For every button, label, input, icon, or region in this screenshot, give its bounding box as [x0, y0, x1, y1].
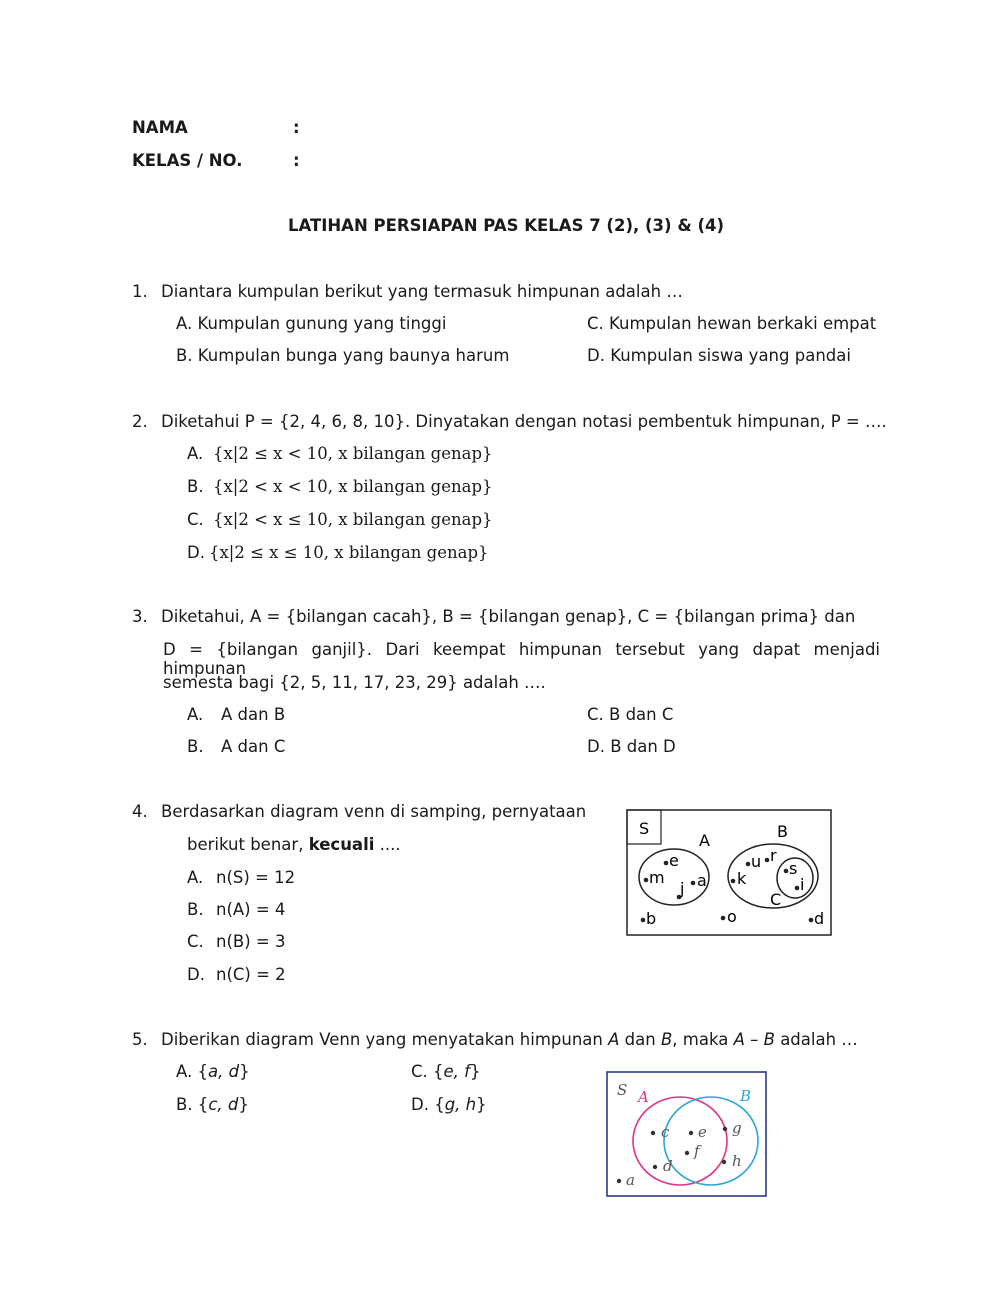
- q2-option-b-label: B.: [187, 477, 204, 496]
- q5-text: Diberikan diagram Venn yang menyatakan himpunan A dan B, maka A – B adalah …: [161, 1030, 858, 1049]
- q5-el-c: c: [661, 1123, 670, 1141]
- page-title: LATIHAN PERSIAPAN PAS KELAS 7 (2), (3) & (4): [287, 216, 725, 235]
- q4-line2: berikut benar, kecuali ....: [187, 835, 401, 854]
- q5-dot-e: [689, 1131, 693, 1135]
- q5-dot-d: [653, 1165, 657, 1169]
- q4-el-b: b: [646, 909, 657, 928]
- q4-number: 4.: [132, 802, 148, 821]
- q4-option-a-text: n(S) = 12: [216, 868, 296, 887]
- q5-dot-c: [651, 1131, 655, 1135]
- q4-dot-k: [731, 879, 736, 884]
- q2-number: 2.: [132, 412, 148, 431]
- q5-el-d: d: [663, 1157, 673, 1175]
- q4-el-j: j: [680, 879, 685, 898]
- q1-option-b: B. Kumpulan bunga yang baunya harum: [176, 346, 510, 365]
- q4-el-k: k: [737, 869, 747, 888]
- q5-option-a: A. {a, d}: [176, 1062, 250, 1081]
- q4-dot-o: [721, 916, 726, 921]
- q5-el-f: f: [694, 1142, 700, 1160]
- q5-dot-h: [722, 1160, 726, 1164]
- q3-option-a-text: A dan B: [221, 705, 286, 724]
- q5-option-d: D. {g, h}: [411, 1095, 487, 1114]
- q4-el-s: s: [789, 859, 798, 878]
- q4-venn-set-a-label: A: [699, 831, 710, 850]
- q2-option-c-expr: {x|2 < x ≤ 10, x bilangan genap}: [213, 510, 493, 529]
- q4-dot-e: [664, 861, 669, 866]
- q2-option-a-expr: {x|2 ≤ x < 10, x bilangan genap}: [213, 444, 493, 463]
- q5-dot-a: [617, 1179, 621, 1183]
- q5-venn-universe-label: S: [617, 1081, 628, 1099]
- q3-option-a-label: A.: [187, 705, 204, 724]
- q4-dot-s: [784, 869, 789, 874]
- q4-dot-r: [765, 858, 770, 863]
- q5-venn-set-a-label: A: [638, 1088, 649, 1106]
- q4-option-d-label: D.: [187, 965, 205, 984]
- q4-kecuali: kecuali: [308, 835, 375, 854]
- q2-option-c-label: C.: [187, 510, 204, 529]
- q4-line1: Berdasarkan diagram venn di samping, pernyataan: [161, 802, 587, 821]
- q5-el-h: h: [732, 1152, 742, 1170]
- kelas-colon: :: [293, 151, 300, 170]
- q4-el-i: i: [800, 875, 805, 894]
- q3-option-b-text: A dan C: [221, 737, 286, 756]
- q4-option-b-label: B.: [187, 900, 204, 919]
- q4-option-a-label: A.: [187, 868, 204, 887]
- q5-el-g: g: [732, 1119, 742, 1137]
- q5-number: 5.: [132, 1030, 148, 1049]
- q1-number: 1.: [132, 282, 148, 301]
- q1-option-a: A. Kumpulan gunung yang tinggi: [176, 314, 447, 333]
- q5-venn-set-b-label: B: [740, 1087, 752, 1105]
- q3-option-b-label: B.: [187, 737, 204, 756]
- q1-text: Diantara kumpulan berikut yang termasuk himpunan adalah …: [161, 282, 683, 301]
- q5-option-b: B. {c, d}: [176, 1095, 249, 1114]
- q3-number: 3.: [132, 607, 148, 626]
- q5-dot-g: [723, 1127, 727, 1131]
- q4-venn-universe-label: S: [639, 819, 650, 838]
- q4-el-m: m: [649, 868, 665, 887]
- q5-venn-diagram: [605, 1070, 770, 1200]
- q5-el-e: e: [698, 1123, 707, 1141]
- q3-line2: D = {bilangan ganjil}. Dari keempat himpunan tersebut yang dapat menjadi himpunan: [163, 640, 880, 678]
- q5-dot-f: [685, 1151, 689, 1155]
- q2-option-b-expr: {x|2 < x < 10, x bilangan genap}: [213, 477, 493, 496]
- q4-el-e: e: [669, 851, 679, 870]
- q4-dot-m: [644, 878, 649, 883]
- q4-el-a: a: [697, 871, 707, 890]
- q4-option-c-text: n(B) = 3: [216, 932, 286, 951]
- kelas-label: KELAS / NO.: [132, 151, 243, 170]
- nama-label: NAMA: [132, 118, 188, 137]
- q3-line1: Diketahui, A = {bilangan cacah}, B = {bilangan genap}, C = {bilangan prima} dan: [161, 607, 856, 626]
- q4-venn-set-c-label: C: [770, 890, 782, 909]
- q5-venn-set-a: [633, 1097, 727, 1185]
- q4-dot-b: [641, 918, 646, 923]
- q4-el-r: r: [770, 846, 777, 865]
- q4-dot-i: [795, 886, 800, 891]
- q4-venn-diagram: [625, 808, 835, 938]
- q1-option-d: D. Kumpulan siswa yang pandai: [587, 346, 851, 365]
- q5-venn-set-b: [664, 1097, 758, 1185]
- q1-option-c: C. Kumpulan hewan berkaki empat: [587, 314, 877, 333]
- q4-option-d-text: n(C) = 2: [216, 965, 286, 984]
- q3-option-d: D. B dan D: [587, 737, 676, 756]
- nama-colon: :: [293, 118, 300, 137]
- q4-el-d: d: [814, 909, 825, 928]
- q2-option-a-label: A.: [187, 444, 204, 463]
- q5-option-c: C. {e, f}: [411, 1062, 481, 1081]
- q3-option-c: C. B dan C: [587, 705, 674, 724]
- q4-venn-set-b-label: B: [777, 822, 788, 841]
- q4-dot-u: [746, 862, 751, 867]
- q4-dot-d: [809, 918, 814, 923]
- q4-el-u: u: [751, 852, 762, 871]
- q4-option-c-label: C.: [187, 932, 204, 951]
- q4-dot-a: [691, 881, 696, 886]
- q2-option-d-expr: {x|2 ≤ x ≤ 10, x bilangan genap}: [209, 543, 489, 562]
- q4-option-b-text: n(A) = 4: [216, 900, 286, 919]
- q2-text: Diketahui P = {2, 4, 6, 8, 10}. Dinyatakan dengan notasi pembentuk himpunan, P = ….: [161, 412, 887, 431]
- q3-line3: semesta bagi {2, 5, 11, 17, 23, 29} adalah ….: [163, 673, 546, 692]
- q2-option-d-label: D.: [187, 543, 205, 562]
- q4-el-o: o: [727, 907, 737, 926]
- q5-el-a: a: [626, 1171, 635, 1189]
